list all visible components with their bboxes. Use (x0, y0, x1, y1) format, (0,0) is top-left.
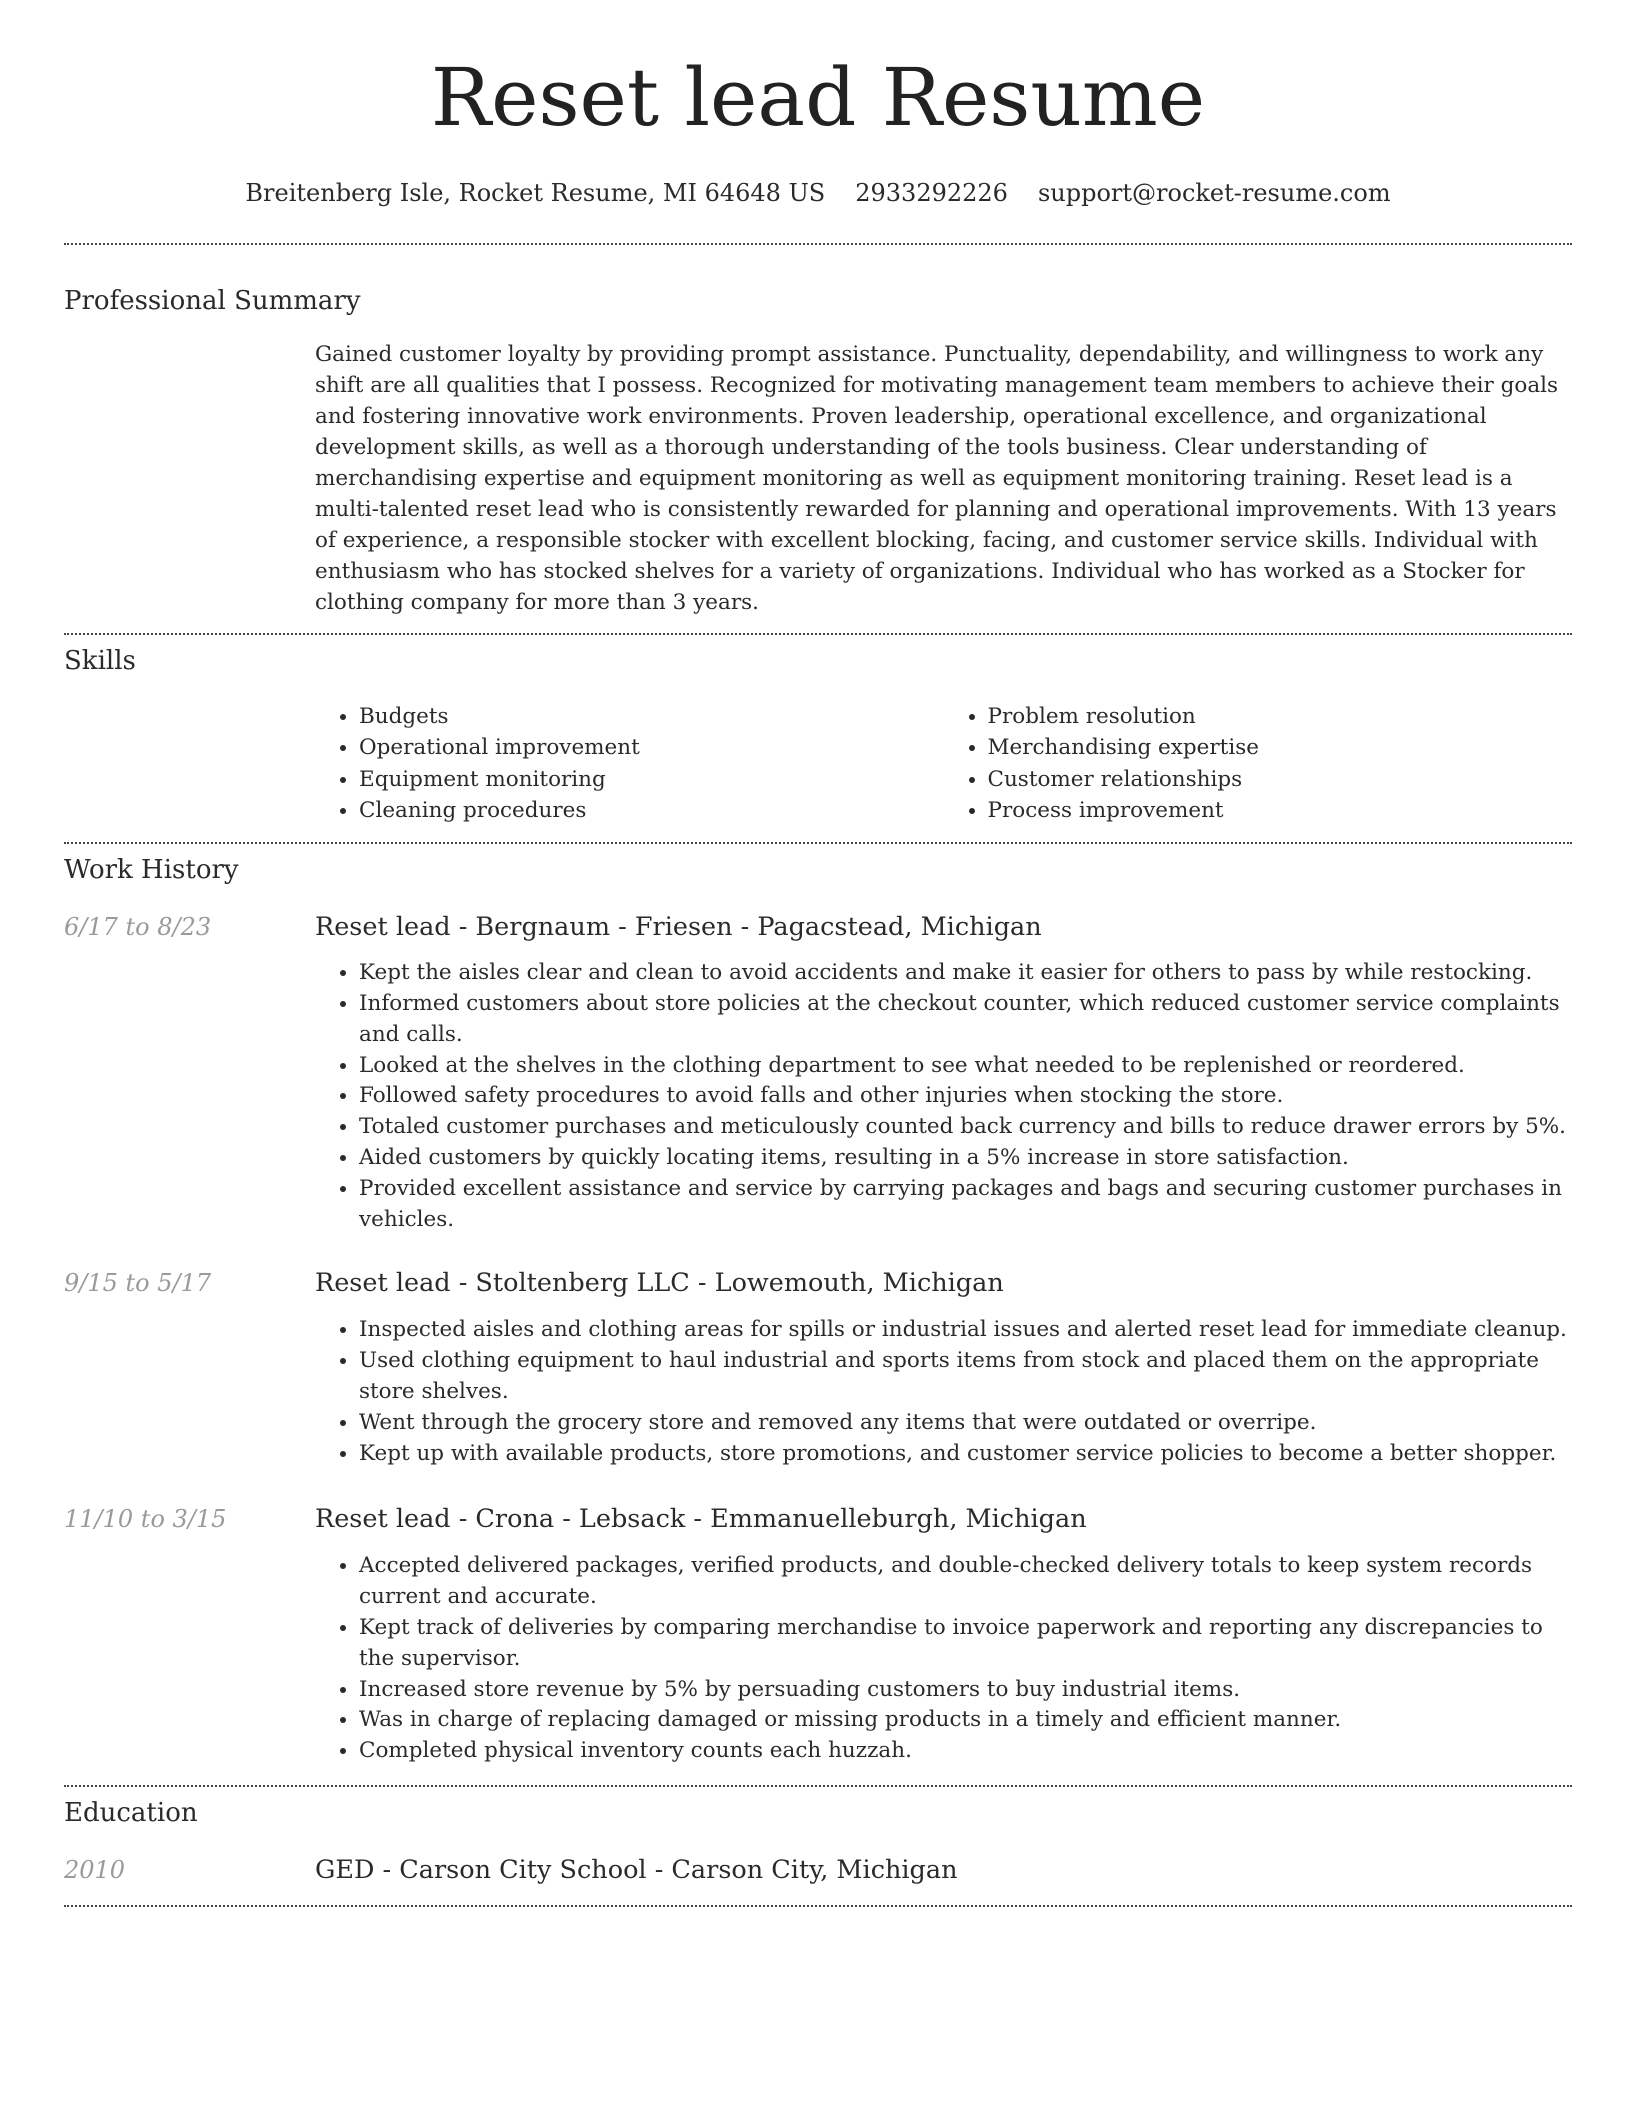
list-item: • Completed physical inventory counts each huzzah. (359, 1736, 1572, 1767)
job-title: Reset lead - Bergnaum - Friesen - Pagacstead, Michigan (315, 912, 1042, 943)
work-section-title: Work History (64, 855, 239, 886)
summary-section-title: Professional Summary (64, 286, 361, 316)
list-item: • Provided excellent assistance and service by carrying packages and bags and securing customer purchases in vehicles. (359, 1174, 1572, 1236)
job-title: Reset lead - Crona - Lebsack - Emmanuelleburgh, Michigan (315, 1504, 1087, 1535)
skill-item: • Customer relationships (988, 764, 1573, 795)
skill-item: • Cleaning procedures (359, 795, 944, 826)
job-bullets (315, 1315, 1572, 1469)
contact-address: Breitenberg Isle, Rocket Resume, MI 64648 US (245, 179, 826, 207)
job-details (315, 1504, 1572, 1767)
skill-item: • Merchandising expertise (988, 732, 1573, 763)
list-item: • Went through the grocery store and removed any items that were outdated or overripe. (359, 1408, 1572, 1439)
job-entry (64, 912, 1572, 1235)
job-date: 11/10 to 3/15 (64, 1505, 227, 1534)
divider (64, 1905, 1572, 1907)
job-bullets (315, 1551, 1572, 1767)
job-entry (64, 1268, 1572, 1469)
resume-name-heading: Reset lead Resume (430, 51, 1206, 144)
job-entry (64, 1504, 1572, 1767)
skill-item: • Budgets (359, 701, 944, 732)
skills-list (315, 701, 1572, 826)
divider (64, 1785, 1572, 1787)
list-item: • Used clothing equipment to haul industrial and sports items from stock and placed them on the appropriate store shelves. (359, 1346, 1572, 1408)
divider (64, 633, 1572, 635)
divider (64, 243, 1572, 245)
contact-email: support@rocket-resume.com (1037, 179, 1391, 207)
skills-column-right (944, 701, 1573, 826)
education-section-title: Education (64, 1797, 198, 1828)
contact-line (64, 178, 1572, 208)
list-item: • Accepted delivered packages, verified products, and double-checked delivery totals to keep system records current and accurate. (359, 1551, 1572, 1613)
job-details (315, 912, 1572, 1235)
list-item: • Kept up with available products, store promotions, and customer service policies to become a better shopper. (359, 1439, 1572, 1470)
skill-item: • Operational improvement (359, 732, 944, 763)
skill-item: • Equipment monitoring (359, 764, 944, 795)
skills-column-left (315, 701, 944, 826)
education-date: 2010 (64, 1855, 126, 1884)
divider (64, 842, 1572, 844)
list-item: • Was in charge of replacing damaged or missing products in a timely and efficient manner. (359, 1705, 1572, 1736)
education-title: GED - Carson City School - Carson City, Michigan (315, 1854, 958, 1885)
contact-phone: 2933292226 (855, 179, 1008, 207)
list-item: • Kept track of deliveries by comparing merchandise to invoice paperwork and reporting any discrepancies to the supervisor. (359, 1613, 1572, 1675)
list-item: • Kept the aisles clear and clean to avoid accidents and make it easier for others to pass by while restocking. (359, 958, 1572, 989)
list-item: • Increased store revenue by 5% by persuading customers to buy industrial items. (359, 1675, 1572, 1706)
list-item: • Informed customers about store policies at the checkout counter, which reduced customer service complaints and calls. (359, 989, 1572, 1051)
skills-section-title: Skills (64, 646, 136, 676)
list-item: • Followed safety procedures to avoid falls and other injuries when stocking the store. (359, 1081, 1572, 1112)
skill-item: • Process improvement (988, 795, 1573, 826)
skill-item: • Problem resolution (988, 701, 1573, 732)
job-details (315, 1268, 1572, 1469)
resume-page (64, 0, 1572, 1907)
job-title: Reset lead - Stoltenberg LLC - Lowemouth, Michigan (315, 1268, 1004, 1299)
list-item: • Aided customers by quickly locating items, resulting in a 5% increase in store satisfaction. (359, 1143, 1572, 1174)
summary-text: Gained customer loyalty by providing prompt assistance. Punctuality, dependability, and willingness to work any shift are all qualities that I possess. Recognized for motivating management team members to achieve their goals and fostering innovative work environments. Proven leadership, operational excellence, and organizational development skills, as well as a thorough understanding of the tools business. Clear understanding of merchandising expertise and equipment monitoring as well as equipment monitoring training. Reset lead is a multi-talented reset lead who is consistently rewarded for planning and operational improvements. With 13 years of experience, a responsible stocker with excellent blocking, facing, and customer service skills. Individual with enthusiasm who has stocked shelves for a variety of organizations. Individual who has worked as a Stocker for clothing company for more than 3 years. (315, 342, 1559, 615)
job-bullets (315, 958, 1572, 1235)
list-item: • Looked at the shelves in the clothing department to see what needed to be replenished or reordered. (359, 1051, 1572, 1082)
job-date: 9/15 to 5/17 (64, 1269, 212, 1298)
list-item: • Totaled customer purchases and meticulously counted back currency and bills to reduce drawer errors by 5%. (359, 1112, 1572, 1143)
list-item: • Inspected aisles and clothing areas for spills or industrial issues and alerted reset lead for immediate cleanup. (359, 1315, 1572, 1346)
job-date: 6/17 to 8/23 (64, 913, 212, 942)
education-entry (64, 1855, 1572, 1885)
